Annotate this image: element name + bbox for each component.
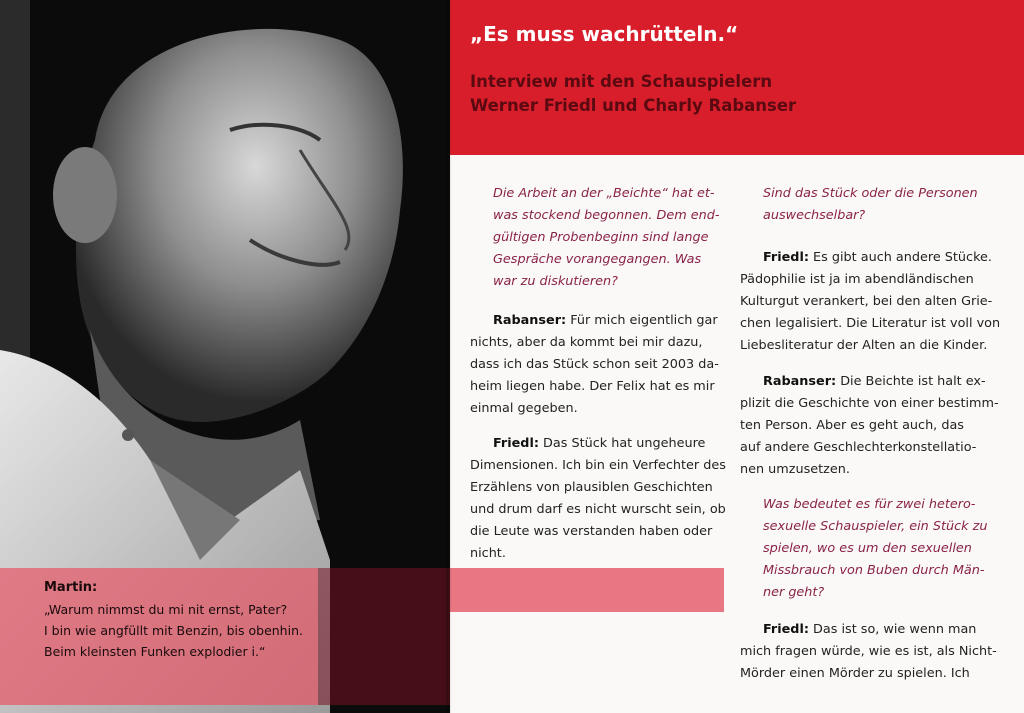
question-line: sexuelle Schauspieler, ein Stück zu [763, 519, 988, 534]
question-line: war zu diskutieren? [493, 274, 618, 289]
question-line: Die Arbeit an der „Beichte“ hat et- [493, 186, 715, 201]
answer-line: nichts, aber da kommt bei mir dazu, [470, 335, 703, 350]
question-line: Gespräche vorangegangen. Was [493, 252, 702, 267]
question-line: Missbrauch von Buben durch Män- [763, 563, 985, 578]
speaker-name: Friedl: [763, 250, 809, 265]
question-line: auswechselbar? [763, 208, 866, 223]
subtitle-line: Werner Friedl und Charly Rabanser [470, 96, 797, 115]
answer-line: Dimensionen. Ich bin ein Verfechter des [470, 458, 726, 473]
answer-line: plizit die Geschichte von einer bestimm- [740, 396, 999, 411]
answer-line: mich fragen würde, wie es ist, als Nicht- [740, 644, 997, 659]
answer-line: nen umzusetzen. [740, 462, 850, 477]
answer-line: Erzählens von plausiblen Geschichten [470, 480, 713, 495]
answer-line: die Leute was verstanden haben oder [470, 524, 713, 539]
answer-first-line [763, 250, 992, 265]
page-gutter [446, 0, 452, 713]
answer-line: heim liegen habe. Der Felix hat es mir [470, 379, 715, 394]
answer-first-line [493, 436, 705, 451]
answer-line: Mörder einen Mörder zu spielen. Ich [740, 666, 970, 681]
answer-line: nicht. [470, 546, 506, 561]
answer-line: chen legalisiert. Die Literatur ist voll von [740, 316, 1001, 331]
answer-text: Für mich eigentlich gar [566, 313, 718, 328]
answer-text: Es gibt auch andere Stücke. [808, 250, 992, 265]
answer-text: Die Beichte ist halt ex- [836, 374, 986, 389]
answer-first-line [493, 313, 718, 328]
answer-line: einmal gegeben. [470, 401, 578, 416]
question-line: Was bedeutet es für zwei hetero- [763, 497, 976, 512]
answer-first-line [763, 622, 976, 637]
quote-line: Beim kleinsten Funken explodier i.“ [44, 644, 266, 659]
answer-line: ten Person. Aber es geht auch, das [740, 418, 964, 433]
answer-line: und drum darf es nicht wurscht sein, ob [470, 502, 726, 517]
quote-box-shadow [318, 568, 450, 705]
pink-band [450, 568, 724, 612]
speaker-name: Friedl: [763, 622, 809, 637]
page-title: „Es muss wachrütteln.“ [470, 22, 739, 46]
answer-text: Das Stück hat ungeheure [538, 436, 706, 451]
answer-line: dass ich das Stück schon seit 2003 da- [470, 357, 719, 372]
answer-line: Pädophilie ist ja im abendländischen [740, 272, 974, 287]
question-line: spielen, wo es um den sexuellen [763, 541, 972, 556]
answer-first-line [763, 374, 986, 389]
quote-line: „Warum nimmst du mi nit ernst, Pater? [44, 602, 288, 617]
answer-line: Liebesliteratur der Alten an die Kinder. [740, 338, 988, 353]
speaker-name: Friedl: [493, 436, 539, 451]
quote-line: I bin wie angfüllt mit Benzin, bis obenhin. [44, 623, 303, 638]
quote-speaker: Martin: [44, 580, 98, 595]
question-line: was stockend begonnen. Dem end- [493, 208, 720, 223]
answer-line: auf andere Geschlechterkonstellatio- [740, 440, 977, 455]
question-line: gültigen Probenbeginn sind lange [493, 230, 709, 245]
answer-line: Kulturgut verankert, bei den alten Grie- [740, 294, 993, 309]
subtitle-line: Interview mit den Schauspielern [470, 72, 773, 91]
photo-page [0, 0, 450, 713]
question-line: ner geht? [763, 585, 825, 600]
answer-text: Das ist so, wie wenn man [808, 622, 977, 637]
speaker-name: Rabanser: [493, 313, 567, 328]
question-line: Sind das Stück oder die Personen [763, 186, 978, 201]
speaker-name: Rabanser: [763, 374, 837, 389]
